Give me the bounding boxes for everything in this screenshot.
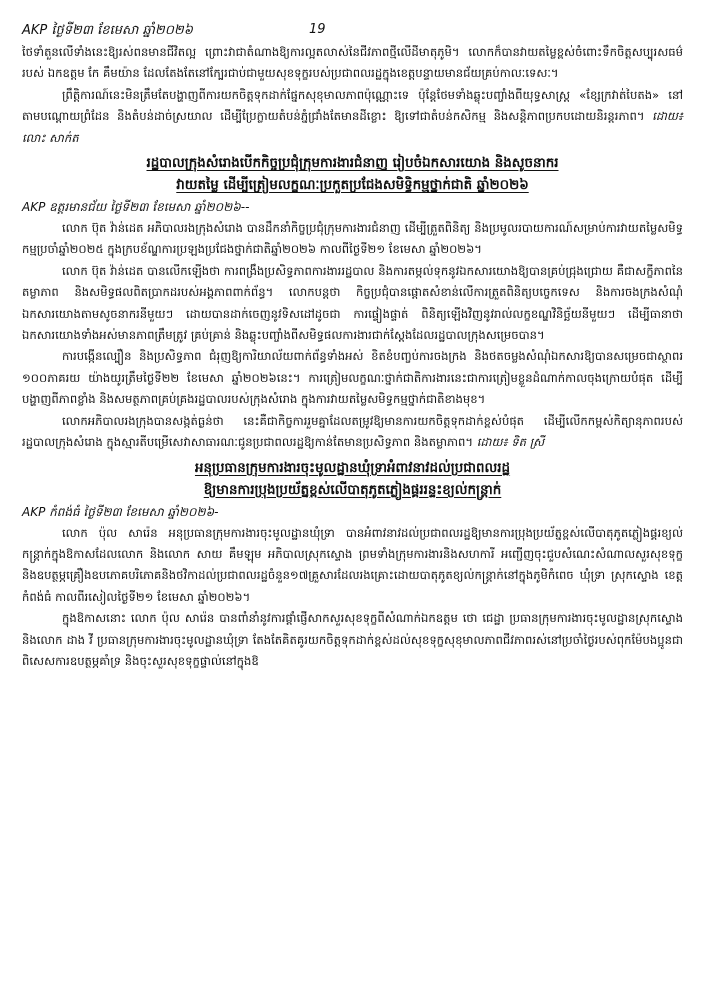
intro-byline: ដោយ៖លោះ សាក់ត (22, 109, 684, 145)
article-1-paragraph-4 (22, 411, 683, 454)
article-1-title-line-1: រដ្ឋបាលក្រុងសំរោងបើកកិច្ចប្រជុំក្រុមការងារជំនាញ រៀបចំឯកសារយោង និងសូចនាករ (146, 156, 559, 172)
page-number: 19 (309, 22, 326, 37)
article-2-title (22, 458, 683, 502)
intro-paragraph-1: ថៃទាំតួនលើទាំងនេះឱ្យរស់ពនមានជីវិតល្អ ព្រោះវាជាតំណាងឱ្យការល្អតលាស់នៃជីវភាពថ្មីលើដីមាតុភូមិ។ លោកក៏បានវាយតម្លៃខ្ពស់ចំពោះទឹកចិត្តសប្បុរសធម៌របស់ ឯកឧត្តម កែ គឹមយ៉ាន ដែលតែងតែនៅក្បែរជាប់ជាមួយសុខទុក្ខរបស់ប្រជាពលរដ្ឋក្នុងខេត្តបន្ទាយមានជ័យគ្រប់កាលៈទេសៈ។ (22, 45, 683, 81)
article-1-title-line-2: វាយតម្លៃ ដើម្បីត្រៀមលក្ខណៈប្រកួតប្រជែងសមិទ្ធិកម្មថ្នាក់ជាតិ ឆ្នាំ២០២៦ (176, 178, 529, 194)
article-2 (22, 458, 683, 673)
page-header (22, 22, 683, 42)
intro-paragraph-2-text: ព្រឹត្តិការណ៍នេះមិនត្រឹមតែបង្ហាញពីការយកចិត្តទុកដាក់ផ្នែកសុខុមាលភាពប៉ុណ្ណោះទេ ប៉ុន្តែថែមទាំងឆ្លុះបញ្ចាំងពីយុទ្ធសាស្ត្រ «ខ្សែក្រវាត់បៃតង» នៅតាមបណ្ដោយព្រំដែន និងតំបន់ដាច់ស្រយាល ដើម្បីប្រែក្លាយតំបន់ភ្នំជ្រាំងតែមានដីខ្លោះ ឱ្យទៅជាតំបន់កសិកម្ម និងសន្តិភាពប្រកបដោយនិរន្តរភាព។ (22, 87, 683, 124)
article-1-paragraph-1: លោក ប៊ុត វ៉ាន់ដេត អភិបាលរងក្រុងសំរោង បានដឹកនាំកិច្ចប្រជុំក្រុមការងារជំនាញ ដើម្បីត្រួតពិនិត្យ និងប្រមូលរបាយការណ៍សម្រាប់ការវាយតម្លៃសមិទ្ធកម្មប្រចាំឆ្នាំ២០២៥ ក្នុងក្របខ័ណ្ឌការប្រឡងប្រជែងថ្នាក់ជាតិឆ្នាំ២០២៦ កាលពីថ្ងៃទី២១ ខែមេសា ឆ្នាំ២០២៦។ (22, 221, 683, 257)
header-dateline: AKP ថ្ងៃទី២៣ ខែមេសា ឆ្នាំ២០២៦ (22, 23, 193, 38)
article-1-byline: ដោយ៖ ទិត ស្រី (476, 435, 545, 450)
article-2-title-line-2: ឱ្យមានការប្រុងប្រយ័ត្នខ្ពស់លើបាតុភូតភ្លៀងផ្គររន្ទះខ្យល់កន្ត្រាក់ (203, 482, 502, 498)
article-1-dateline: AKP ឧត្ដរមានជ័យ ថ្ងៃទី២៣ ខែមេសា ឆ្នាំ២០២៦-- (22, 200, 250, 215)
intro-paragraph-2 (22, 85, 683, 149)
article-2-paragraph-1: លោក ប៉ុល សារ៉េន អនុប្រធានក្រុមការងារចុះមូលដ្ឋានឃុំទ្រា បានអំពាវនាវដល់ប្រជាពលរដ្ឋឱ្យមានការប្រុងប្រយ័ត្នខ្ពស់លើបាតុភូតភ្លៀងផ្គរខ្យល់កន្ត្រាក់ក្នុងឱកាសដែលលោក និងលោក សាយ គឹមឡុម អភិបាលស្រុកស្ទោង ព្រមទាំងក្រុមការងារនិងសហការី អញ្ជើញចុះជួបសំណេះសំណាលសួរសុខទុក្ខ និងឧបត្ថម្ភគ្រឿងឧបភោគបរិភោគនិងថវិកាដល់ប្រជាពលរដ្ឋចំនួន១៧គ្រួសារដែលរងគ្រោះដោយបាតុភូតខ្យល់កន្ត្រាក់នៅក្នុងភូមិកំពេច ឃុំទ្រា ស្រុកស្ទោង ខេត្តកំពង់ធំ កាលពីរសៀលថ្ងៃទី២១ ខែមេសា ឆ្នាំ២០២៦។ (22, 525, 683, 604)
article-1-paragraph-4-text: លោកអភិបាលរងក្រុងបានសង្កត់ធ្ងន់ថា នេះគឺជាកិច្ចការរួមគ្នាដែលតម្រូវឱ្យមានការយកចិត្តទុកដាក់ខ្ពស់បំផុត ដើម្បីលើកកម្ពស់កិត្យានុភាពរបស់រដ្ឋបាលក្រុងសំរោង ក្នុងស្មារតីបម្រើសេវាសាធារណៈជូនប្រជាពលរដ្ឋឱ្យកាន់តែមានប្រសិទ្ធភាព និងតម្លាភាព។ (22, 413, 683, 450)
article-2-paragraph-2: ក្នុងឱកាសនោះ លោក ប៉ុល សារ៉េន បានពាំនាំនូវការផ្ដាំផ្ញើសាកសួរសុខទុក្ខពីសំណាក់ឯកឧត្តម ថោ ជេដ្ឋា ប្រធានក្រុមការងារចុះមូលដ្ឋានស្រុកស្ទោង និងលោក ដាង វី ប្រធានក្រុមការងារចុះមូលដ្ឋានឃុំទ្រា តែងតែគិតគូរយកចិត្តទុកដាក់ខ្ពស់ដល់សុខទុក្ខសុខុមាលភាពជីវភាពរស់នៅប្រចាំថ្ងៃរបស់ពុកម៉ែបងប្អូនជាពិសេសការឧបត្ថម្ភគាំទ្រ និងចុះសួរសុខទុក្ខផ្ទាល់នៅក្នុងឱ (22, 611, 683, 668)
article-1 (22, 153, 683, 453)
article-2-dateline: AKP កំពង់ធំ ថ្ងៃទី២៣ ខែមេសា ឆ្នាំ២០២៦- (22, 504, 219, 519)
article-2-title-line-1: អនុប្រធានក្រុមការងារចុះមូលដ្ឋានឃុំទ្រាអំពាវនាវដល់ប្រជាពលរដ្ឋ (194, 460, 511, 476)
intro-section (22, 42, 683, 149)
article-1-paragraph-2: លោក ប៊ុត វ៉ាន់ដេត បានលើកឡើងថា ការពង្រឹងប្រសិទ្ធភាពការងាររដ្ឋបាល និងការតម្កល់ទុកនូវឯកសារយោងឱ្យបានគ្រប់ជ្រុងជ្រោយ គឺជាសក្ខីភាពនៃតម្លាភាព និងសមិទ្ធផលពិតប្រាកដរបស់អង្គភាពពាក់ព័ន្ធ។ លោកបន្តថា កិច្ចប្រជុំបានផ្ដោតសំខាន់លើការត្រួតពិនិត្យបច្ចេកទេស និងការចងក្រងសំណុំឯកសារយោងតាមសូចនាករនីមួយៗ ដោយបានដាក់ចេញនូវទិសដៅដូចជា ការផ្ទៀងផ្ទាត់ ពិនិត្យឡើងវិញនូវរាល់លក្ខខណ្ឌវិនិច្ឆ័យនីមួយៗ ដើម្បីធានាថាឯកសារយោងទាំងអស់មានភាពត្រឹមត្រូវ គ្រប់គ្រាន់ និងឆ្លុះបញ្ចាំងពីសមិទ្ធផលការងារជាក់ស្ដែងដែលរដ្ឋបាលក្រុងសម្រេចបាន។ (22, 263, 683, 343)
article-1-title (22, 153, 683, 197)
article-1-paragraph-3: ការបង្កើនល្បឿន និងប្រសិទ្ធភាព ជំរុញឱ្យការិយាល័យពាក់ព័ន្ធទាំងអស់ ខិតខំបញ្ចប់ការចងក្រង និងថតចម្លងសំណុំឯកសារឱ្យបានសម្រេចជាស្ថាពរ ១០០ភាគរយ យ៉ាងយូរត្រឹមថ្ងៃទី២២ ខែមេសា ឆ្នាំ២០២៦នេះ។ ការត្រៀមលក្ខណៈថ្នាក់ជាតិការងារនេះជាការត្រៀមខ្លួនដំណាក់កាលចុងក្រោយបំផុត ដើម្បីបង្ហាញពីភាពខ្លាំង និងសមត្ថភាពគ្រប់គ្រងរដ្ឋបាលរបស់ក្រុងសំរោង ក្នុងការវាយតម្លៃសមិទ្ធកម្មថ្នាក់ជាតិខាងមុខ។ (22, 349, 683, 407)
